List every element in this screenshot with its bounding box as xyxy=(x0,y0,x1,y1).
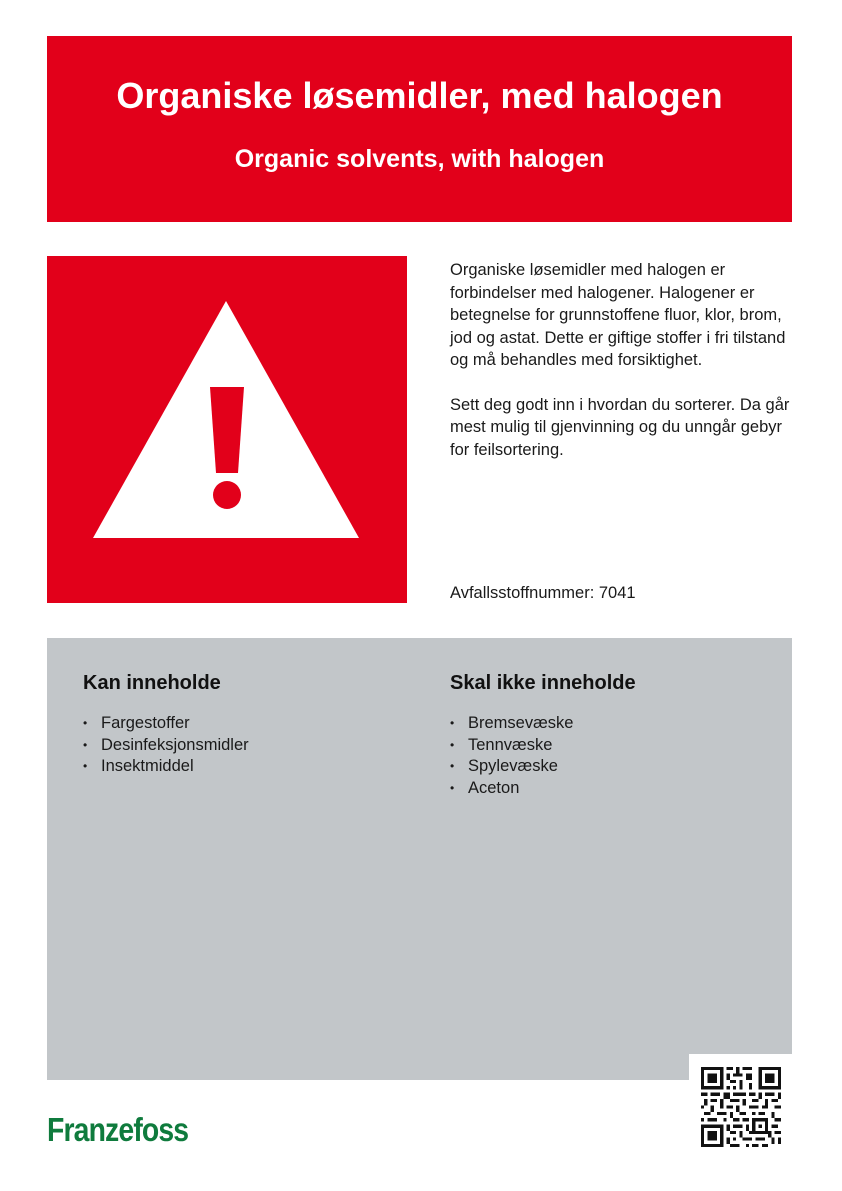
list-item: • Desinfeksjonsmidler xyxy=(83,735,403,757)
page-subtitle: Organic solvents, with halogen xyxy=(234,145,605,173)
may-contain-heading: Kan inneholde xyxy=(83,672,221,694)
list-item: • Bremsevæske xyxy=(450,713,770,735)
list-item: • Aceton xyxy=(450,778,770,800)
warning-box xyxy=(47,256,407,603)
description xyxy=(450,259,795,483)
header-banner xyxy=(47,36,792,222)
franzefoss-logo: Franzefoss xyxy=(47,1111,189,1148)
must-not-contain-list xyxy=(450,713,770,800)
waste-number: Avfallsstoffnummer: 7041 xyxy=(450,584,636,602)
must-not-contain-heading: Skal ikke inneholde xyxy=(450,672,636,694)
contents-panel xyxy=(47,638,792,1080)
must-not-contain-section xyxy=(450,671,770,800)
may-contain-section xyxy=(83,671,403,778)
description-paragraph-2: Sett deg godt inn i hvordan du sorterer. Da går mest mulig til gjenvinning og du unngår gebyr for feilsortering. xyxy=(450,395,790,459)
qr-code-container xyxy=(689,1054,793,1154)
page-title: Organiske løsemidler, med halogen xyxy=(116,75,723,116)
warning-triangle-icon xyxy=(47,256,407,603)
list-item: • Fargestoffer xyxy=(83,713,403,735)
list-item: • Insektmiddel xyxy=(83,756,403,778)
description-paragraph-1: Organiske løsemidler med halogen er forbindelser med halogener. Halogener er betegnelse for grunnstoffene fluor, klor, brom, jod og astat. Dette er giftige stoffer i fri tilstand og må behandles med forsiktighet. xyxy=(450,261,786,369)
list-item: • Spylevæske xyxy=(450,756,770,778)
list-item: • Tennvæske xyxy=(450,735,770,757)
may-contain-list xyxy=(83,713,403,778)
qr-code-icon[interactable] xyxy=(700,1067,782,1147)
